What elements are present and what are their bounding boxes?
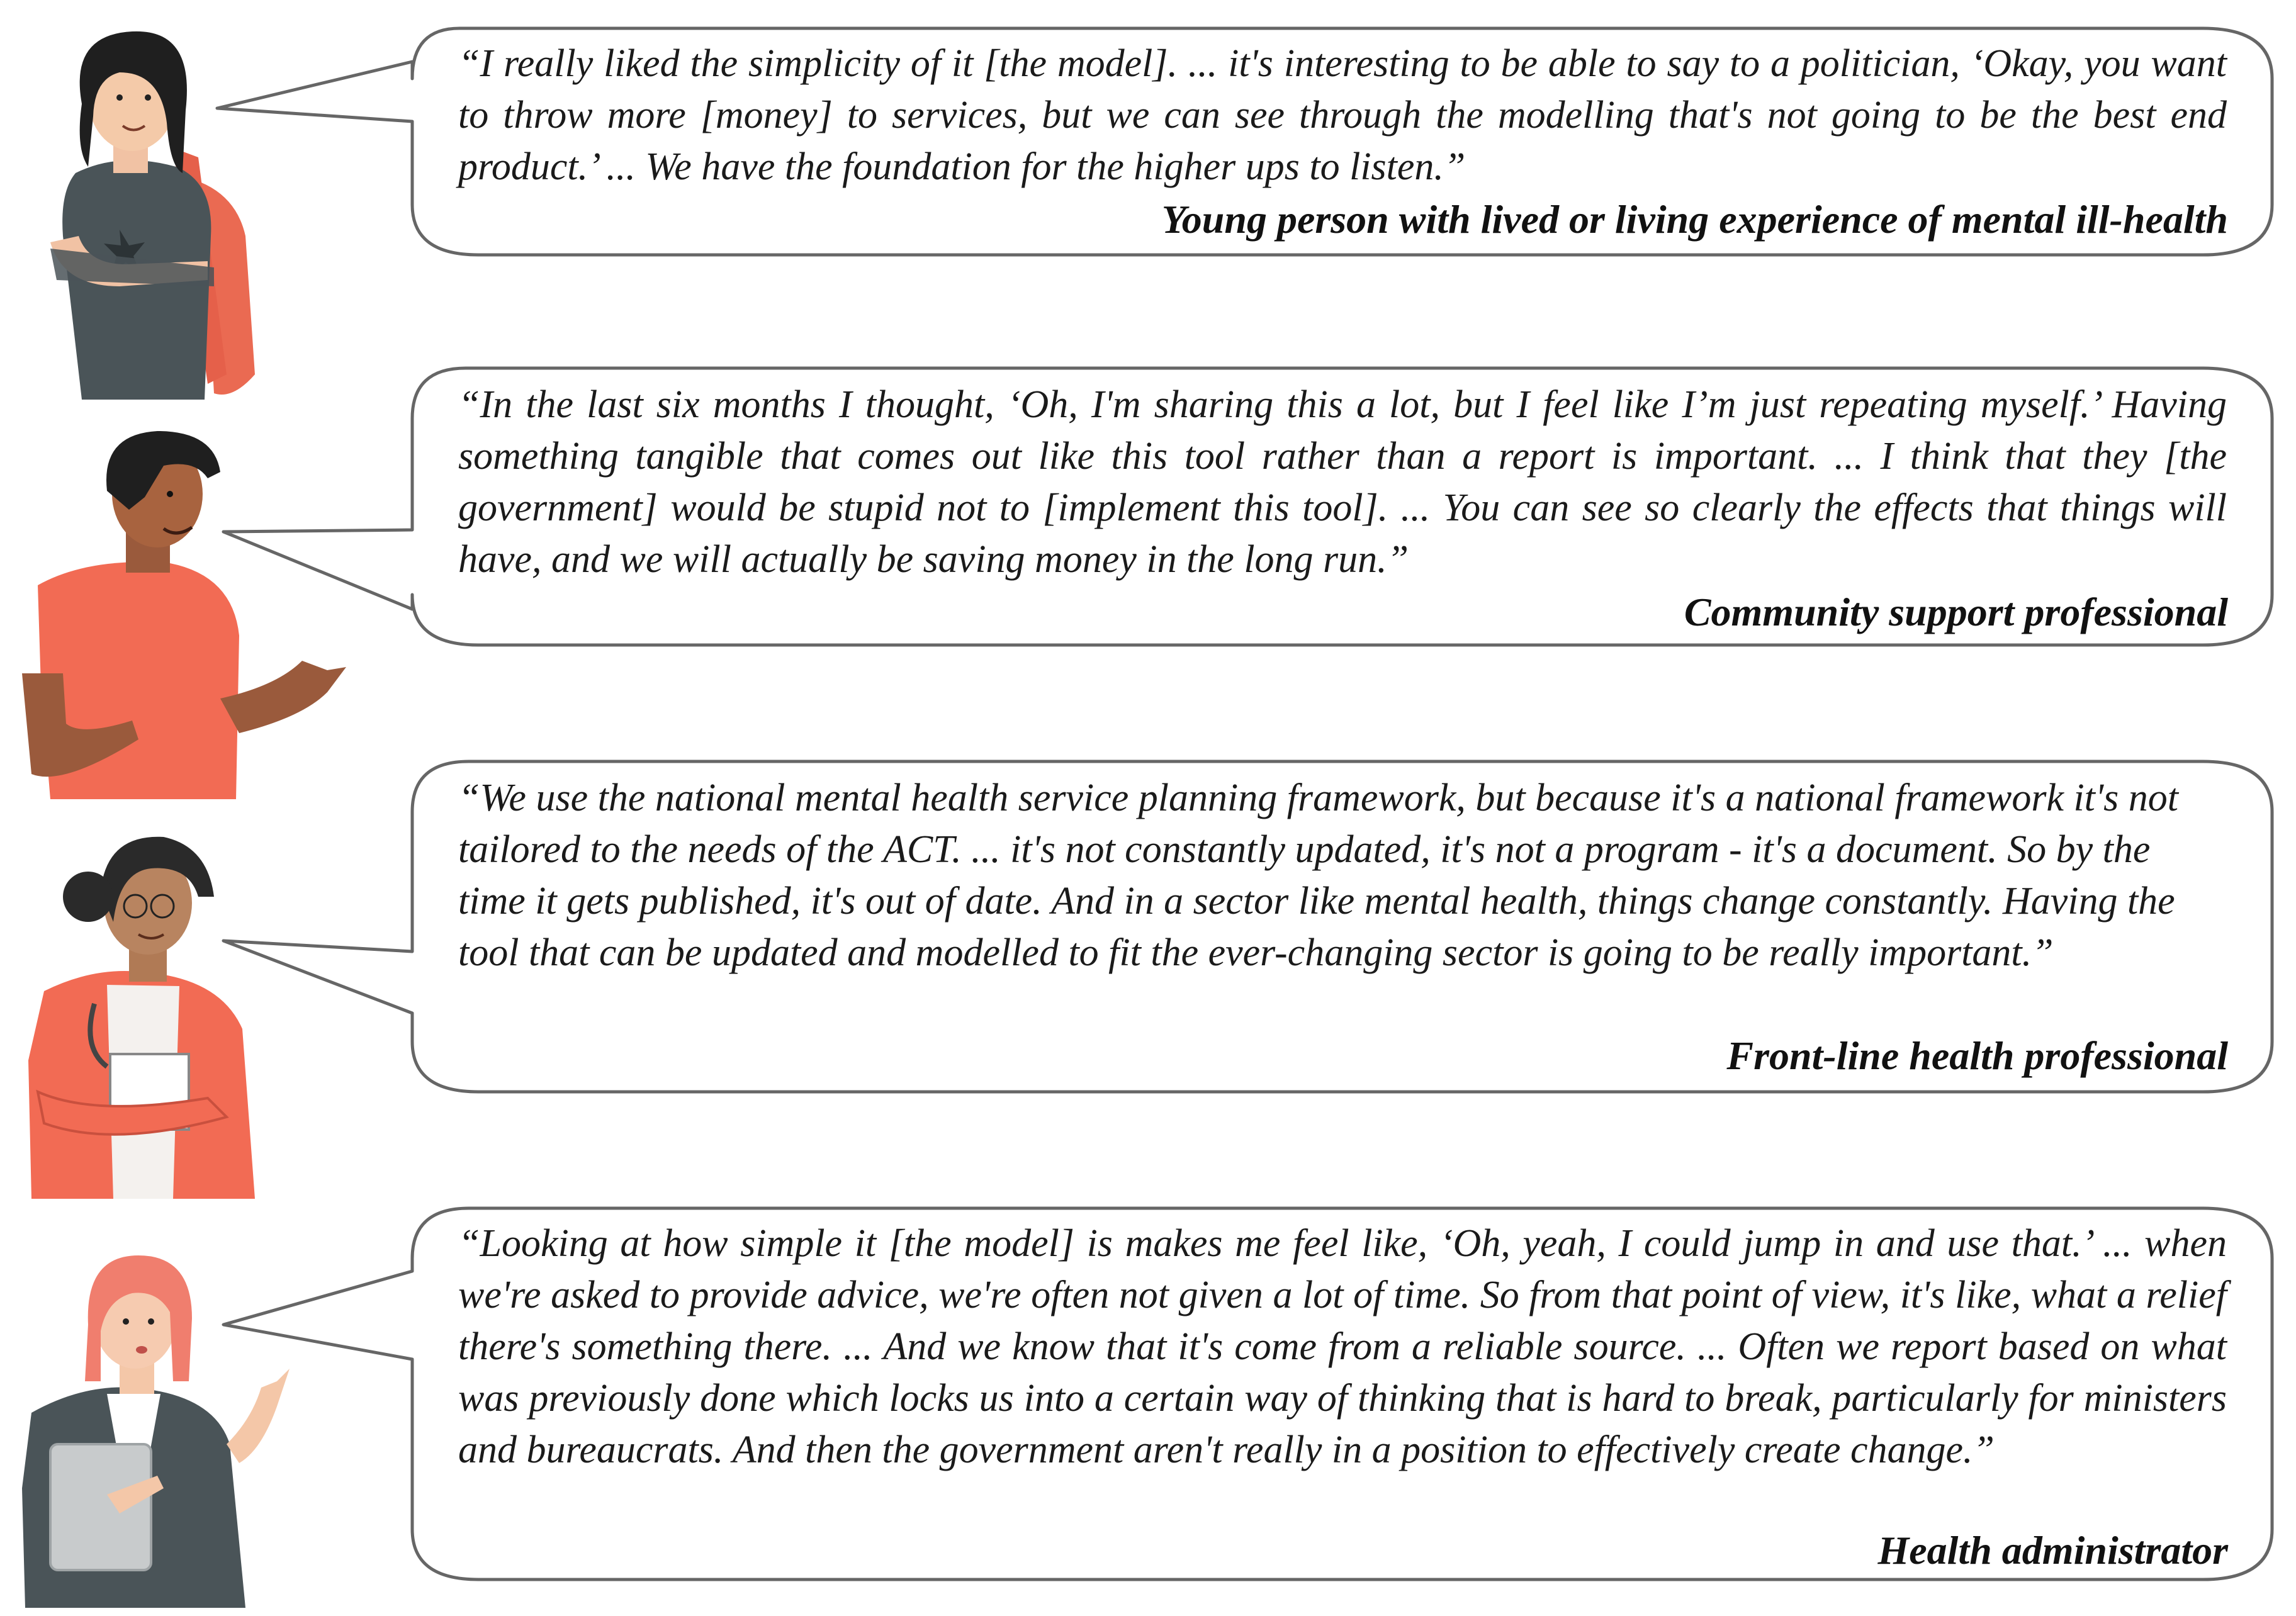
testimonial-quote-4: “Looking at how simple it [the model] is makes me feel like, ‘Oh, yeah, I could jump in and use that.’ ... when we're asked to provide advice, we're often not given a lot of time. So from that point of view, it's like, what a relief there's something there. ... And we know that it's come from a reliable source. ... Often we report based on what was previously done which locks us into a certain way of thinking that is hard to break, particularly for ministers and bureaucrats. And then the government aren't really in a position to effectively create change.” bbox=[458, 1222, 2227, 1471]
health-administrator-illustration bbox=[13, 1237, 302, 1608]
testimonial-role-4: Health administrator bbox=[1877, 1528, 2228, 1573]
tablet-icon bbox=[50, 1444, 151, 1570]
testimonial-role-3: Front-line health professional bbox=[1726, 1033, 2228, 1078]
testimonial-role-2: Community support professional bbox=[1684, 590, 2228, 634]
testimonial-quote-3: “We use the national mental health service planning framework, but because it's a national framework it's not tailored to the needs of the ACT. ... it's not constantly updated, it's not a program - it's a document. So by the time it gets published, it's out of date. And in a sector like mental health, things change constantly. Having the tool that can be updated and modelled to fit the ever-changing sector is going to be really important.” bbox=[458, 777, 2179, 974]
testimonial-quote-1: “I really liked the simplicity of it [the model]. ... it's interesting to be able to say to a politician, ‘Okay, you want to throw more [money] to services, but we can see through the modelling that's not going to be the best end product.’ ... We have the foundation for the higher ups to listen.” bbox=[458, 42, 2227, 188]
young-person-illustration bbox=[25, 22, 277, 400]
community-support-professional-illustration bbox=[13, 422, 365, 799]
front-line-health-professional-illustration bbox=[19, 821, 271, 1199]
testimonial-quote-2: “In the last six months I thought, ‘Oh, I'm sharing this a lot, but I feel like I’m just repeating myself.’ Having something tangible that comes out like this tool rather than a report is important. ... I think that they [the government] would be stupid not to [implement this tool]. ... You can see so clearly the effects that things will have, and we will actually be saving money in the long run.” bbox=[458, 383, 2227, 581]
testimonial-role-1: Young person with lived or living experience of mental ill-health bbox=[1161, 197, 2228, 242]
